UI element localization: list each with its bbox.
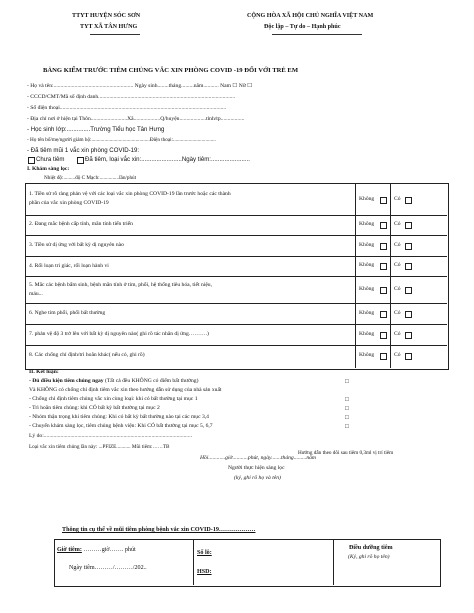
checklist-row-divider: [25, 215, 447, 216]
checklist-item-5-yes-checkbox[interactable]: [405, 287, 412, 294]
id-line: - CCCD/CMT/Mã số định danh..................................................................................................: [27, 94, 236, 100]
checklist-item-5-no-label: Không: [359, 286, 375, 292]
checklist-item-7-yes-checkbox[interactable]: [405, 332, 412, 339]
conclusion-line-2: - Chống chỉ định tiêm chủng vắc xin cùng loại: khi có bất thường tại mục 1: [29, 396, 198, 402]
agency-line-1: TTYT HUYỆN SÓC SƠN: [72, 13, 141, 19]
checklist-row-divider: [25, 345, 447, 346]
checklist-row-divider: [25, 235, 447, 236]
header-left-divider: [90, 34, 140, 35]
eligible-line: [29, 379, 198, 385]
form-title: BẢNG KIỂM TRƯỚC TIÊM CHỦNG VẮC XIN PHÒNG COVID -19 ĐỐI VỚI TRẺ EM: [43, 67, 299, 74]
checklist-item-8-yes-checkbox[interactable]: [405, 353, 412, 360]
caution-checkbox[interactable]: □: [345, 415, 349, 421]
guardian-line: - Họ tên bố/mẹ/người giám hộ:.............................................Điện thoại:.................................: [27, 137, 216, 143]
vaccine-type-line: Loại vắc xin tiêm chủng lần này: ...PFIZE........... Mũi tiêm:……TB: [29, 444, 170, 450]
injection-time-value: ………giờ……. phút: [83, 547, 136, 553]
phone-line: - Số điện thoại.......................................................................................................................: [27, 105, 227, 111]
checklist-item-2-no-label: Không: [359, 221, 375, 227]
checklist-item-6-yes-label: Có: [394, 310, 401, 316]
dose-line: - Đã tiêm mũi 1 vắc xin phòng COVID-19:: [27, 147, 140, 154]
eligible-label: - Đủ điều kiện tiêm chủng ngay: [29, 378, 104, 384]
checklist-item-1-yes-label: Có: [394, 196, 401, 202]
vitals-line: Nhiệt độ:.........độ C Mạch:...............lần/phút: [44, 175, 137, 181]
checklist-item-7: 7. phản vệ độ 3 trở lên với bất kỳ dị nguyên nào( ghi rõ tác nhân dị ứng……….): [29, 331, 209, 337]
checklist-item-6-no-checkbox[interactable]: [380, 311, 387, 318]
injection-time-label: Giờ tiêm:: [57, 547, 82, 553]
injection-time-line: [57, 547, 136, 553]
checklist-item-4-yes-checkbox[interactable]: [405, 263, 412, 270]
checklist-item-7-yes-label: Có: [394, 331, 401, 337]
checklist-item-5-yes-label: Có: [394, 286, 401, 292]
examiner-note: (ký, ghi rõ họ và tên): [234, 475, 281, 481]
conclusion-line-1: Và KHÔNG có chống chỉ định tiêm vắc xin theo hướng dẫn sử dụng của nhà sản xuất: [29, 387, 222, 393]
checklist-item-7-no-label: Không: [359, 331, 375, 337]
contraindication-checkbox[interactable]: □: [345, 397, 349, 403]
checklist-item-4: 4. Rối loạn tri giác, rối loạn hành vi: [29, 263, 109, 269]
injection-date: Ngày tiêm………/………/202..: [69, 565, 147, 571]
checklist-item-8-yes-label: Có: [394, 352, 401, 358]
not-vaccinated-label: Chưa tiêm: [36, 156, 65, 163]
checklist-item-2-yes-label: Có: [394, 221, 401, 227]
checklist-item-5-no-checkbox[interactable]: [380, 287, 387, 294]
checklist-item-4-yes-label: Có: [394, 262, 401, 268]
nation-line-1: CỘNG HÒA XÃ HỘI CHỦ NGHĨA VIỆT NAM: [247, 13, 374, 19]
conclusion-line-4: - Nhóm thận trọng khi tiêm chủng: Khi có bất kỳ bất thường nào tại các mục 3,4: [29, 414, 209, 420]
referral-checkbox[interactable]: □: [345, 424, 349, 430]
vaccinated-label: Đã tiêm, loại vắc xin:........................Ngày tiêm:.......................: [85, 156, 250, 163]
expiry-label: HSD:: [197, 569, 212, 575]
screening-time-line: Hồi............giờ...........phút, ngày.......tháng.........năm: [200, 455, 316, 461]
checklist-item-3-yes-label: Có: [394, 242, 401, 248]
checklist-item-2: 2. Đang mắc bệnh cấp tính, mãn tính tiến triển: [29, 221, 133, 227]
examiner-title: Người thực hiện sàng lọc: [228, 465, 285, 471]
checklist-item-4-no-label: Không: [359, 262, 375, 268]
checklist-item-4-no-checkbox[interactable]: [380, 263, 387, 270]
checklist-item-6-no-label: Không: [359, 310, 375, 316]
vaccination-info-title: Thông tin cụ thể về mũi tiêm phòng bệnh vắc xin COVID-19………………: [62, 527, 256, 533]
checklist-item-2-no-checkbox[interactable]: [380, 222, 387, 229]
checklist-item-7-no-checkbox[interactable]: [380, 332, 387, 339]
conclusion-line-5: - Chuyển khám sàng lọc, tiêm chủng bệnh viện: Khi CÓ bất thường tại mục 5, 6,7: [29, 423, 213, 429]
checklist-item-1-continued: phần của vắc xin phòng COVID-19: [29, 200, 109, 206]
school-line: - Học sinh lớp:..............Trường Tiểu học Tân Hưng: [27, 126, 165, 133]
checklist-item-3-no-label: Không: [359, 242, 375, 248]
not-vaccinated-checkbox[interactable]: [28, 157, 35, 164]
vaccination-info-col-divider-2: [333, 539, 334, 585]
checklist-item-5-continued: máu...: [29, 291, 43, 297]
checklist-item-1-no-checkbox[interactable]: [380, 197, 387, 204]
name-line: - Họ và tên:......................................................... Ngày sinh........tháng.........năm........... Nam ☐ Nữ ☐: [27, 83, 253, 89]
vaccination-info-col-divider-1: [193, 539, 194, 585]
section1-title: I. Khám sàng lọc:: [27, 166, 70, 172]
vaccinated-checkbox[interactable]: [77, 157, 84, 164]
checklist-item-1-yes-checkbox[interactable]: [405, 197, 412, 204]
checklist-item-2-yes-checkbox[interactable]: [405, 222, 412, 229]
checklist-row-divider: [25, 276, 447, 277]
nurse-note: (Ký, ghi rõ họ tên): [348, 554, 390, 560]
checklist-row-divider: [25, 324, 447, 325]
checklist-item-3-yes-checkbox[interactable]: [405, 243, 412, 250]
reason-line: Lý do:..........................................................................................................: [29, 433, 192, 439]
checklist-item-8: 8. Các chống chỉ định/trì hoãn khác( nếu có, ghi rõ): [29, 352, 145, 358]
agency-line-2: TYT XÃ TÂN HƯNG: [80, 24, 138, 30]
header-right-divider: [272, 34, 362, 35]
checklist-item-3-no-checkbox[interactable]: [380, 243, 387, 250]
checklist-item-6: 6. Nghe tim phổi, phổi bất thường: [29, 310, 106, 316]
eligible-note: (Tất cả đều KHÔNG có điểm bất thường): [105, 378, 199, 384]
checklist-item-1: 1. Tiền sử rõ ràng phản vệ với các loại vắc xin phòng COVID-19 lần trước hoặc các thành: [29, 191, 231, 197]
checklist-item-6-yes-checkbox[interactable]: [405, 311, 412, 318]
checklist-item-8-no-label: Không: [359, 352, 375, 358]
checklist-item-5: 5. Mắc các bệnh bẩm sinh, bệnh mãn tính ở tim, phổi, hệ thống tiêu hóa, tiết niệu,: [29, 282, 213, 288]
conclusion-line-3: - Trì hoãn tiêm chủng: khi CÓ bất kỳ bất thường tại mục 2: [29, 405, 160, 411]
checklist-row-divider: [25, 303, 447, 304]
checklist-item-3: 3. Tiền sử dị ứng với bất kỳ dị nguyên nào: [29, 242, 124, 248]
checklist-row-divider: [25, 256, 447, 257]
checklist-item-1-no-label: Không: [359, 196, 375, 202]
nation-line-2: Độc lập – Tự do – Hạnh phúc: [264, 24, 341, 30]
conclusion-title: II. Kết luận:: [29, 369, 59, 375]
lot-number-label: Số lô:: [197, 550, 212, 556]
post-vaccination-note: Hướng dẫn theo dõi sau tiêm 0,3ml vị trí tiêm: [298, 450, 394, 456]
eligible-checkbox[interactable]: □: [345, 379, 349, 385]
address-line: - Địa chỉ nơi ở hiện tại Thôn..........................Xã...................Q/huyện...................tỉnh/tp.................: [27, 116, 245, 122]
nurse-title: Điều dưỡng tiêm: [349, 545, 393, 551]
postpone-checkbox[interactable]: □: [345, 406, 349, 412]
checklist-item-8-no-checkbox[interactable]: [380, 353, 387, 360]
